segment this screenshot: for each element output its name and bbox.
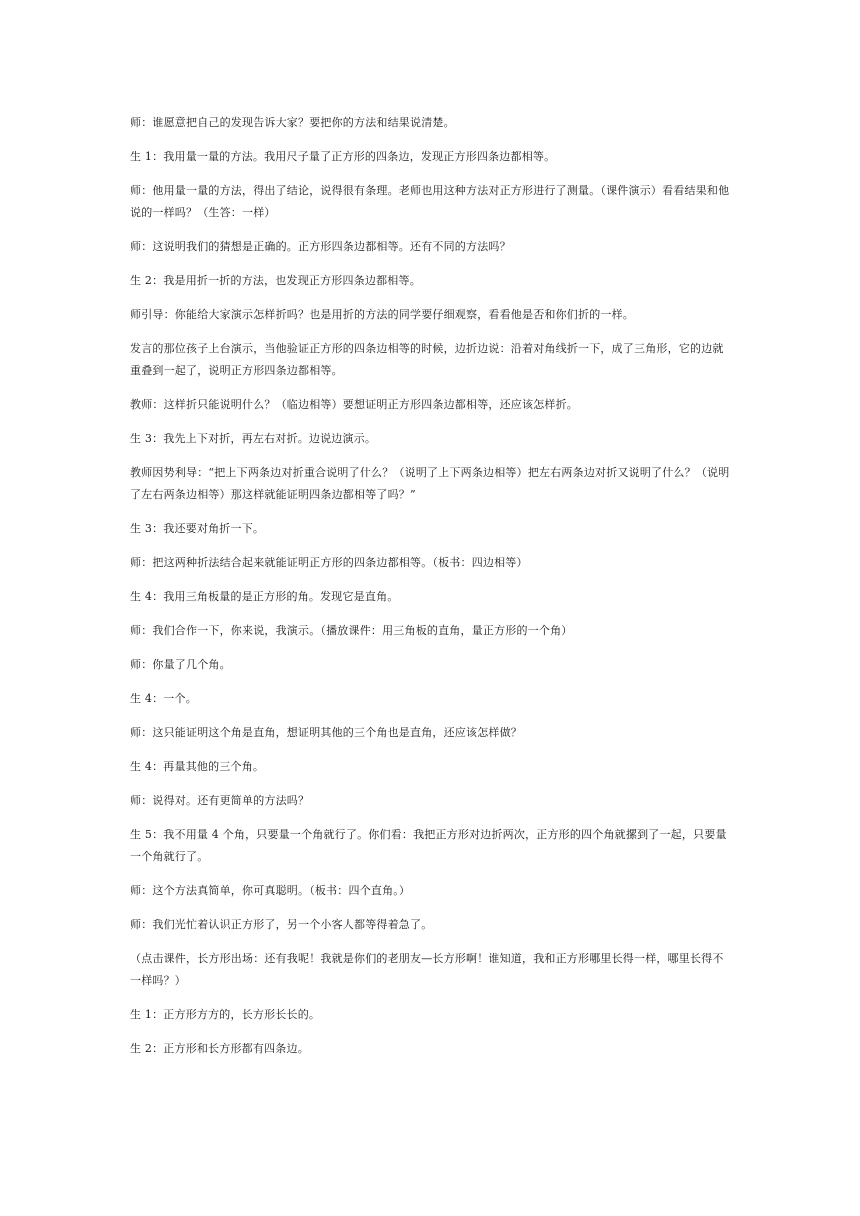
paragraph: （点击课件，长方形出场：还有我呢！我就是你们的老朋友—长方形啊！谁知道，我和正方形哪里长得一样，哪里长得不一样吗？）	[130, 952, 724, 987]
paragraph: 师：我们合作一下，你来说，我演示。（播放课件：用三角板的直角，量正方形的一个角）	[130, 624, 573, 637]
paragraph: 生 1：正方形方方的，长方形长长的。	[130, 1008, 321, 1021]
paragraph: 师引导：你能给大家演示怎样折吗？也是用折的方法的同学要仔细观察，看看他是否和你们折的一样。	[130, 308, 634, 321]
paragraph: 师：他用量一量的方法，得出了结论，说得很有条理。老师也用这种方法对正方形进行了测量。（课件演示）看看结果和他说的一样吗？（生答：一样）	[130, 184, 730, 219]
paragraph: 生 1：我用量一量的方法。我用尺子量了正方形的四条边，发现正方形四条边都相等。	[130, 150, 556, 163]
paragraph: 师：说得对。还有更简单的方法吗？	[130, 794, 310, 807]
paragraph: 师：我们光忙着认识正方形了，另一个小客人都等得着急了。	[130, 918, 433, 931]
paragraph: 生 3：我先上下对折，再左右对折。边说边演示。	[130, 432, 377, 445]
paragraph: 教师因势利导：“把上下两条边对折重合说明了什么？（说明了上下两条边相等）把左右两条边对折又说明了什么？（说明了左右两条边相等）那这样就能证明四条边都相等了吗？”	[130, 466, 730, 501]
paragraph: 发言的那位孩子上台演示，当他验证正方形的四条边相等的时候，边折边说：沿着对角线折一下，成了三角形，它的边就重叠到一起了，说明正方形四条边都相等。	[130, 342, 724, 377]
paragraph: 生 4：一个。	[130, 692, 197, 705]
paragraph: 师：把这两种折法结合起来就能证明正方形的四条边都相等。（板书：四边相等）	[130, 556, 528, 569]
paragraph: 生 2：正方形和长方形都有四条边。	[130, 1042, 309, 1055]
paragraph: 师：这只能证明这个角是直角，想证明其他的三个角也是直角，还应该怎样做？	[130, 726, 522, 739]
paragraph: 师：你量了几个角。	[130, 658, 231, 671]
paragraph: 生 4：再量其他的三个角。	[130, 760, 265, 773]
paragraph: 师：这个方法真简单，你可真聪明。（板书：四个直角。）	[130, 884, 411, 897]
paragraph: 师：谁愿意把自己的发现告诉大家？要把你的方法和结果说清楚。	[130, 116, 455, 129]
paragraph: 生 3：我还要对角折一下。	[130, 522, 265, 535]
paragraph: 生 2：我是用折一折的方法，也发现正方形四条边都相等。	[130, 274, 421, 287]
paragraph: 生 5：我不用量 4 个角，只要量一个角就行了。你们看：我把正方形对边折两次，正方形的四个角就摞到了一起，只要量一个角就行了。	[130, 828, 727, 863]
paragraph: 教师：这样折只能说明什么？（临边相等）要想证明正方形四条边都相等，还应该怎样折。	[130, 398, 578, 411]
paragraph: 生 4：我用三角板量的是正方形的角。发现它是直角。	[130, 590, 399, 603]
paragraph: 师：这说明我们的猜想是正确的。正方形四条边都相等。还有不同的方法吗？	[130, 240, 511, 253]
lesson-transcript	[130, 112, 732, 1072]
